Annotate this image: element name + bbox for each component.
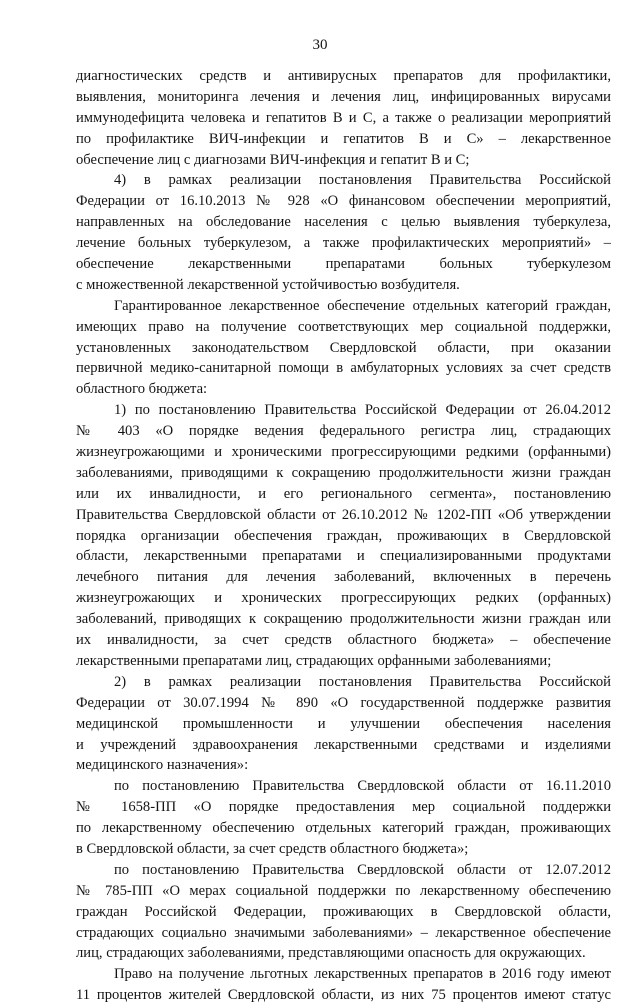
text-line: лекарственными препаратами лиц, страдающих орфанными заболеваниями; <box>76 652 552 669</box>
text-line: областного бюджета: <box>76 381 208 398</box>
text-line: жизнеугрожающих и хронических прогрессирующих редких (орфанных) <box>76 590 611 607</box>
text-line: лечебного питания для лечения заболеваний, включенных в перечень <box>76 569 611 586</box>
text-line: Федерации от 30.07.1994 № 890 «О государственной поддержке развития <box>76 694 611 711</box>
page-number: 30 <box>312 37 328 53</box>
text-line: заболеваниями, приводящими к сокращению продолжительности жизни граждан <box>76 464 611 481</box>
text-line: 1) по постановлению Правительства Российской Федерации от 26.04.2012 <box>114 402 611 419</box>
text-line: имеющих право на получение соответствующих мер социальной поддержки, <box>76 318 611 335</box>
text-line: обеспечение лиц с диагнозами ВИЧ-инфекция и гепатит В и С; <box>76 151 470 168</box>
text-line: их инвалидности, за счет средств областного бюджета» – обеспечение <box>76 632 611 649</box>
text-line: 4) в рамках реализации постановления Правительства Российской <box>114 172 611 189</box>
text-line: установленных законодательством Свердловской области, при оказании <box>76 339 611 356</box>
text-line: и учреждений здравоохранения лекарственными средствами и изделиями <box>76 736 611 753</box>
text-line: по профилактике ВИЧ-инфекции и гепатитов В и С» – лекарственное <box>76 130 611 147</box>
text-line: № 1658-ПП «О порядке предоставления мер социальной поддержки <box>76 799 611 816</box>
text-line: граждан Российской Федерации, проживающих в Свердловской области, <box>76 903 611 920</box>
text-line: обеспечение лекарственными препаратами больных туберкулезом <box>76 256 611 273</box>
text-line: лечение больных туберкулезом, а также профилактических мероприятий» – <box>76 235 611 252</box>
text-line: 11 процентов жителей Свердловской области, из них 75 процентов имеют статус <box>76 987 611 1004</box>
text-line: медицинского назначения»: <box>76 757 249 774</box>
text-line: диагностических средств и антивирусных препаратов для профилактики, <box>76 68 611 84</box>
text-line: Гарантированное лекарственное обеспечение отдельных категорий граждан, <box>114 297 611 314</box>
text-line: порядка организации обеспечения граждан, проживающих в Свердловской <box>76 527 611 544</box>
text-line: страдающих социально значимыми заболеваниями» – лекарственное обеспечение <box>76 924 611 941</box>
text-line: № 785-ПП «О мерах социальной поддержки по лекарственному обеспечению <box>76 882 611 899</box>
text-line: лиц, страдающих заболеваниями, представляющими опасность для окружающих. <box>76 945 586 962</box>
text-line: Право на получение льготных лекарственных препаратов в 2016 году имеют <box>114 966 611 983</box>
text-line: области, лекарственными препаратами и специализированными продуктами <box>76 548 611 565</box>
text-line: № 403 «О порядке ведения федерального регистра лиц, страдающих <box>76 423 611 440</box>
text-line: по постановлению Правительства Свердловской области от 12.07.2012 <box>114 861 611 878</box>
text-line: направленных на обследование населения с целью выявления туберкулеза, <box>76 214 611 231</box>
body-text <box>76 66 611 1006</box>
text-line: Федерации от 16.10.2013 № 928 «О финансовом обеспечении мероприятий, <box>76 193 611 210</box>
text-line: по лекарственному обеспечению отдельных категорий граждан, проживающих <box>76 820 611 837</box>
text-line: иммунодефицита человека и гепатитов В и С, а также о реализации мероприятий <box>76 109 611 126</box>
text-line: медицинской промышленности и улучшении обеспечения населения <box>76 715 611 732</box>
text-line: Правительства Свердловской области от 26.10.2012 № 1202-ПП «Об утверждении <box>76 506 611 523</box>
text-line: 2) в рамках реализации постановления Правительства Российской <box>114 673 611 690</box>
text-line: в Свердловской области, за счет средств областного бюджета»; <box>76 840 469 857</box>
text-line: по постановлению Правительства Свердловской области от 16.11.2010 <box>114 778 611 795</box>
text-line: жизнеугрожающими и хроническими прогрессирующими редкими (орфанными) <box>76 444 611 461</box>
text-line: или их инвалидности, и его регионального сегмента», постановлению <box>76 485 611 502</box>
text-line: выявления, мониторинга лечения и лечения лиц, инфицированных вирусами <box>76 88 611 105</box>
text-line: первичной медико-санитарной помощи в амбулаторных условиях за счет средств <box>76 360 611 377</box>
text-line: с множественной лекарственной устойчивостью возбудителя. <box>76 276 460 293</box>
text-line: заболеваний, приводящих к сокращению продолжительности жизни граждан или <box>76 611 611 628</box>
